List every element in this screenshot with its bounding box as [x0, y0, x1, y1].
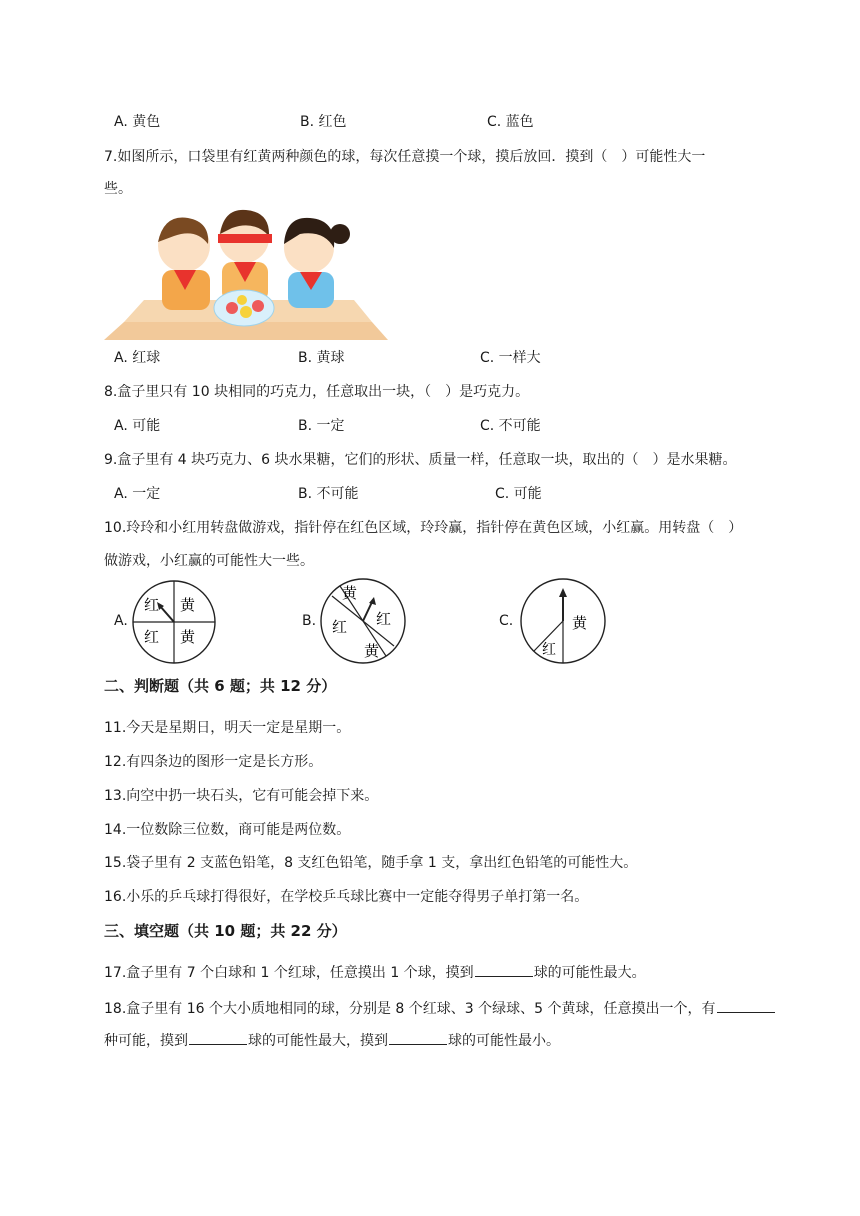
q10-option-c-label: C.	[499, 613, 514, 629]
q7-text-line2: 些。	[104, 181, 132, 197]
spinner-c-sector-2: 红	[542, 642, 556, 658]
fill-item-17-text-b: 球的可能性最大。	[533, 965, 646, 981]
fill-item-18-text-a: 18.盒子里有 16 个大小质地相同的球，分别是 8 个红球、3 个绿球、5 个黄球，任意摸出一个，有	[104, 1001, 716, 1017]
children-drawing-balls-illustration	[104, 204, 388, 340]
fill-item-18-text-b: 种可能，摸到	[104, 1033, 188, 1049]
q10-text-line2: 做游戏，小红赢的可能性大一些。	[104, 553, 314, 569]
spinner-a-sector-1: 红	[144, 596, 160, 614]
q9-option-c: C. 可能	[495, 486, 542, 502]
q8-text: 8.盒子里只有 10 块相同的巧克力，任意取出一块，（ ）是巧克力。	[104, 384, 530, 400]
q8-option-c: C. 不可能	[480, 418, 541, 434]
fill-item-18-line1	[104, 998, 776, 1018]
spinner-c-diagram	[518, 576, 608, 666]
section-2-title: 二、判断题（共 6 题；共 12 分）	[104, 677, 337, 695]
judgment-item-12: 12.有四条边的图形一定是长方形。	[104, 754, 323, 770]
q6-option-a: A. 黄色	[114, 114, 161, 130]
q10-option-b-label: B.	[302, 613, 317, 629]
answer-blank-17[interactable]	[475, 962, 533, 977]
spinner-b-sector-2: 红	[376, 610, 392, 628]
q7-option-b: B. 黄球	[298, 350, 345, 366]
fill-item-17-text-a: 17.盒子里有 7 个白球和 1 个红球，任意摸出 1 个球，摸到	[104, 965, 474, 981]
judgment-item-16: 16.小乐的乒乓球打得很好，在学校乒乓球比赛中一定能夺得男子单打第一名。	[104, 889, 589, 905]
answer-blank-18-3[interactable]	[389, 1030, 447, 1045]
q7-text-line1: 7.如图所示，口袋里有红黄两种颜色的球，每次任意摸一个球，摸后放回．摸到（ ）可能性大一	[104, 149, 706, 165]
q7-option-a: A. 红球	[114, 350, 161, 366]
judgment-item-11: 11.今天是星期日，明天一定是星期一。	[104, 720, 351, 736]
spinner-c-sector-1: 黄	[572, 614, 588, 632]
q9-text: 9.盒子里有 4 块巧克力、6 块水果糖，它们的形状、质量一样，任意取一块，取出的（ ）是水果糖。	[104, 452, 737, 468]
judgment-item-13: 13.向空中扔一块石头，它有可能会掉下来。	[104, 788, 379, 804]
spinner-b-diagram	[318, 576, 408, 666]
q10-option-a-label: A.	[114, 613, 128, 629]
judgment-item-14: 14.一位数除三位数，商可能是两位数。	[104, 822, 351, 838]
q9-option-b: B. 不可能	[298, 486, 359, 502]
judgment-item-15: 15.袋子里有 2 支蓝色铅笔，8 支红色铅笔，随手拿 1 支，拿出红色铅笔的可能性大。	[104, 855, 638, 871]
q9-option-a: A. 一定	[114, 486, 161, 502]
answer-blank-18-1[interactable]	[717, 998, 775, 1013]
fill-item-18-text-d: 球的可能性最小。	[448, 1033, 560, 1049]
q6-option-b: B. 红色	[300, 114, 347, 130]
q6-option-c: C. 蓝色	[487, 114, 534, 130]
section-3-title: 三、填空题（共 10 题；共 22 分）	[104, 922, 347, 940]
spinner-a-sector-4: 黄	[180, 628, 196, 646]
spinner-b-sector-1: 黄	[342, 584, 358, 602]
fill-item-18-line2	[104, 1030, 560, 1050]
q10-text-line1: 10.玲玲和小红用转盘做游戏，指针停在红色区域，玲玲赢，指针停在黄色区域，小红赢。用转盘（ ）	[104, 520, 743, 536]
fill-item-18-text-c: 球的可能性最大，摸到	[248, 1033, 388, 1049]
spinner-a-diagram	[130, 578, 218, 666]
answer-blank-18-2[interactable]	[189, 1030, 247, 1045]
spinner-b-sector-3: 红	[332, 618, 348, 636]
spinner-a-sector-2: 黄	[180, 596, 196, 614]
spinner-a-sector-3: 红	[144, 628, 160, 646]
fill-item-17	[104, 962, 646, 982]
q7-option-c: C. 一样大	[480, 350, 541, 366]
q8-option-b: B. 一定	[298, 418, 345, 434]
q8-option-a: A. 可能	[114, 418, 161, 434]
spinner-b-sector-4: 黄	[364, 642, 380, 660]
